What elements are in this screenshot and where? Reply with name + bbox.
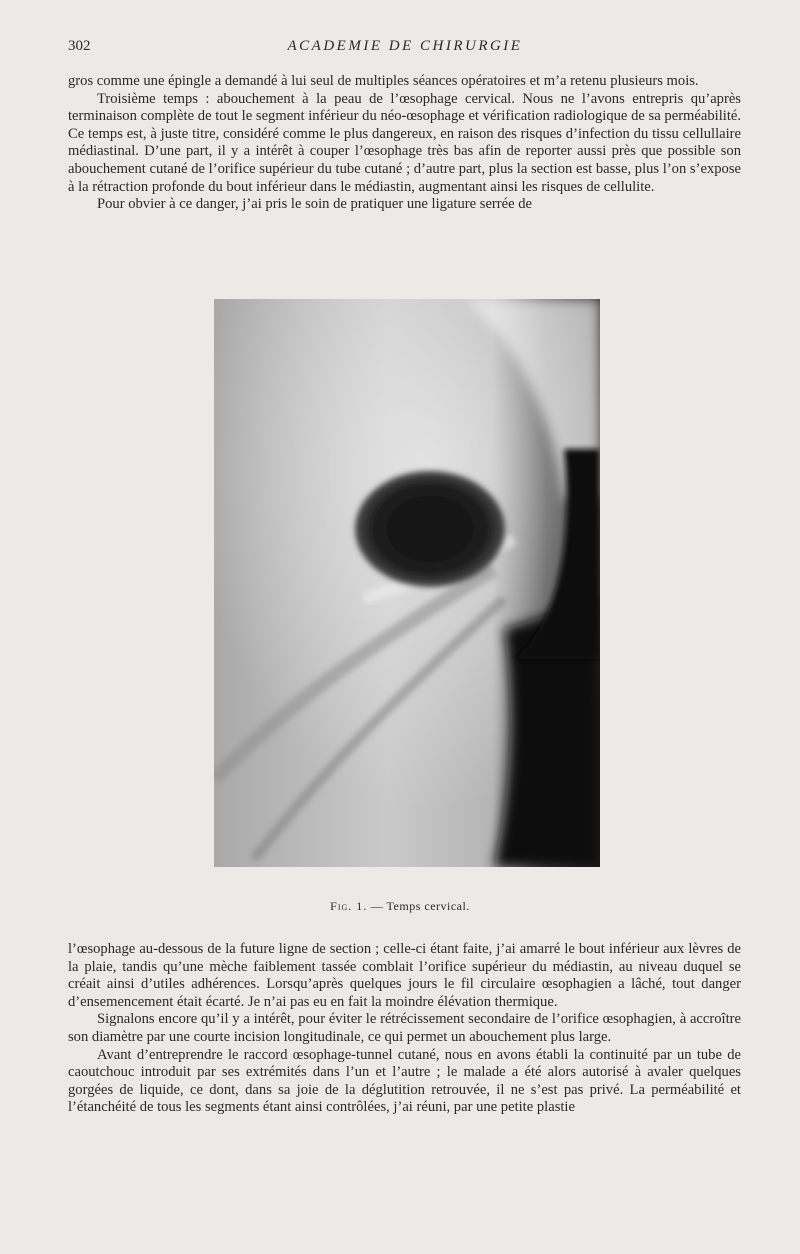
- paragraph: Troisième temps : abouchement à la peau de l’œsophage cervical. Nous ne l’avons entrepris qu’après terminaison complète de tout le segment inférieur du néo-œsophage et vérification radiologique de sa perméabilité. Ce temps est, à juste titre, considéré comme le plus dangereux, en raison des risques d’infection du tissu cellullaire médiastinal. D’une part, il y a intérêt à couper l’œsophage très bas afin de reporter aussi près que possible son abouchement cutané de l’orifice supérieur du tube cutané ; d’autre part, plus la section est basse, plus l’on s’expose à la rétraction profonde du bout inférieur dans le médiastin, augmentant ainsi les risques de cellulite.: [68, 90, 741, 195]
- radiograph-image: [214, 299, 600, 867]
- page-header: [68, 38, 742, 58]
- paragraph: l’œsophage au-dessous de la future ligne de section ; celle-ci étant faite, j’ai amarré le bout inférieur aux lèvres de la plaie, tandis qu’une mèche faiblement tassée comblait l’orifice supérieur du médiastin, au niveau duquel se créait ainsi d’utiles adhérences. Lorsqu’après quelques jours le fil circulaire œsophagien a lâché, tout danger d’ensemencement était écarté. Je n’ai pas eu en fait la moindre élévation thermique.: [68, 941, 741, 1010]
- paragraph: Pour obvier à ce danger, j’ai pris le soin de pratiquer une ligature serrée de: [97, 196, 533, 213]
- body-text-bottom: [68, 941, 741, 1117]
- figure-label: Fig. 1.: [330, 899, 368, 913]
- figure-caption: [0, 899, 800, 914]
- running-title: ACADEMIE DE CHIRURGIE: [287, 38, 523, 54]
- paragraph: Signalons encore qu’il y a intérêt, pour éviter le rétrécissement secondaire de l’orifice œsophagien, à accroître son diamètre par une courte incision longitudinale, ce qui permet un abouchement plus large.: [68, 1011, 741, 1045]
- radiograph-figure: [214, 299, 600, 867]
- paragraph: Avant d’entreprendre le raccord œsophage-tunnel cutané, nous en avons établi la continuité par un tube de caoutchouc introduit par ses extrémités dans l’un et l’autre ; le malade a été alors autorisé à avaler quelques gorgées de liquide, ce dont, dans sa joie de la déglutition retrouvée, il ne s’est pas privé. La perméabilité et l’étanchéité de tous les segments étant ainsi contrôlées, j’ai réuni, par une petite plastie: [68, 1046, 741, 1116]
- figure-caption-text: — Temps cervical.: [370, 899, 470, 913]
- body-text-top: [68, 73, 741, 214]
- paragraph: gros comme une épingle a demandé à lui seul de multiples séances opératoires et m’a retenu plusieurs mois.: [68, 73, 699, 89]
- page-number: 302: [68, 38, 91, 54]
